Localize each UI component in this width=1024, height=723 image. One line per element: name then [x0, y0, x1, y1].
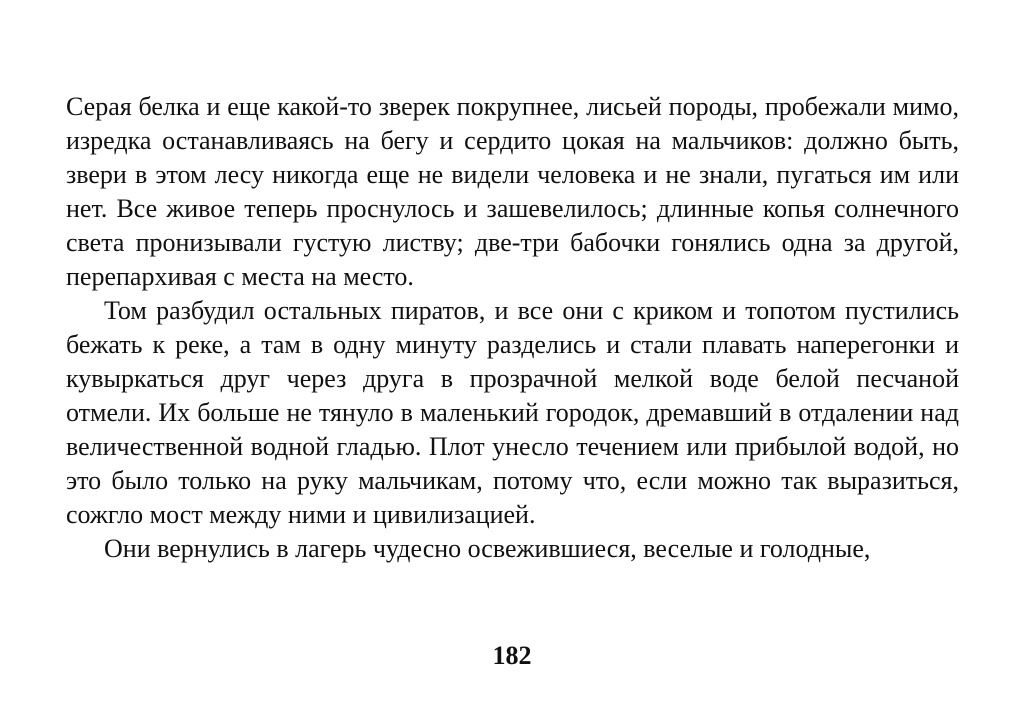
body-text [66, 90, 959, 566]
page-number: 182 [492, 641, 532, 670]
paragraph-1: Серая белка и еще какой-то зверек покрупнее, лисьей породы, пробежали мимо, изредка останавливаясь на бегу и сердито цокая на мальчиков: должно быть, звери в этом лесу никогда еще не видели человека и не знали, пугаться им или нет. Все живое теперь проснулось и зашевелилось; длинные копья солнечного света пронизывали густую листву; две-три бабочки гонялись одна за другой, перепархивая с места на место. [66, 92, 959, 291]
paragraph-2: Том разбудил остальных пиратов, и все они с криком и топотом пустились бежать к реке, а там в одну минуту разделись и стали плавать наперегонки и кувыркаться друг через друга в прозрачной мелкой воде белой песчаной отмели. Их больше не тянуло в маленький городок, дремавший в отдалении над величественной водной гладью. Плот унесло течением или прибылой водой, но это было только на руку мальчикам, потому что, если можно так выразиться, сожгло мост между ними и цивилизацией. [66, 296, 959, 529]
paragraph-3: Они вернулись в лагерь чудесно освежившиеся, веселые и голодные, [104, 534, 871, 563]
